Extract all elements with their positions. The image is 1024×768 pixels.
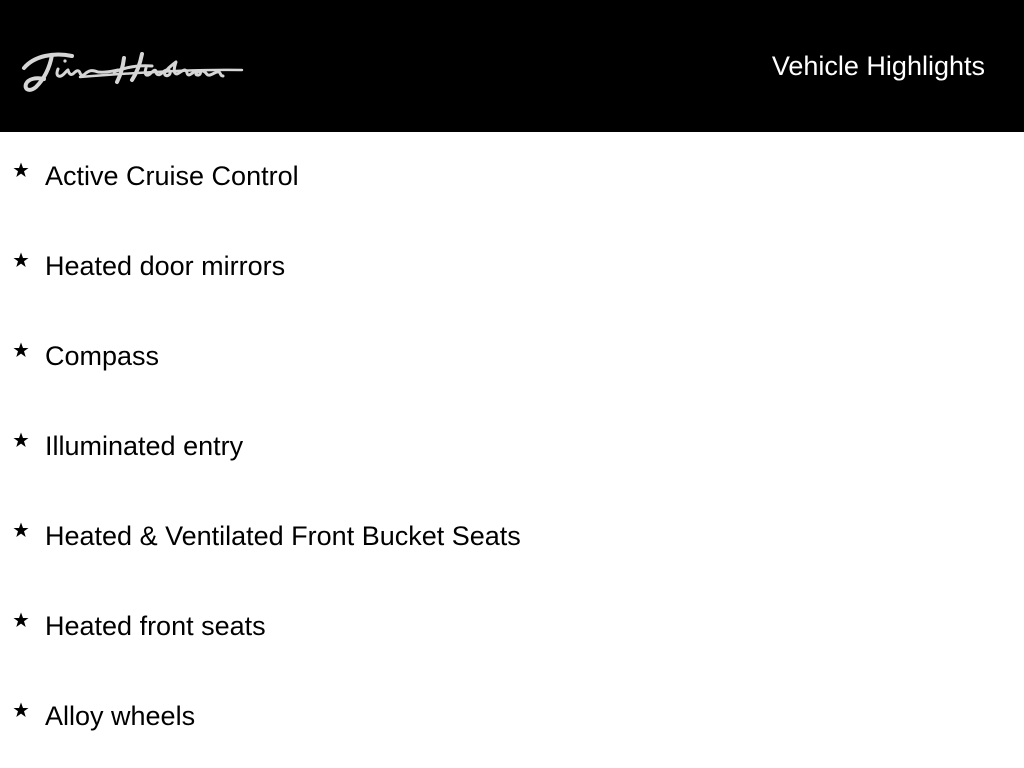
star-icon <box>11 430 31 450</box>
star-icon <box>11 520 31 540</box>
star-icon <box>11 160 31 180</box>
highlight-label: Compass <box>45 341 160 371</box>
star-icon <box>11 700 31 720</box>
highlight-label: Active Cruise Control <box>45 161 299 191</box>
highlight-label: Alloy wheels <box>45 701 196 731</box>
star-icon <box>11 250 31 270</box>
highlight-label: Heated & Ventilated Front Bucket Seats <box>45 521 521 551</box>
highlight-label: Heated door mirrors <box>45 251 286 281</box>
jim-hudson-signature-logo <box>20 46 245 98</box>
list-item <box>0 339 1024 375</box>
list-item <box>0 519 1024 555</box>
header-bar <box>0 0 1024 132</box>
highlight-label: Heated front seats <box>45 611 266 641</box>
list-item <box>0 249 1024 285</box>
page-title: Vehicle Highlights <box>771 51 985 81</box>
star-icon <box>11 340 31 360</box>
star-icon <box>11 610 31 630</box>
list-item <box>0 429 1024 465</box>
list-item <box>0 159 1024 195</box>
list-item <box>0 609 1024 645</box>
list-item <box>0 699 1024 735</box>
highlight-label: Illuminated entry <box>45 431 244 461</box>
